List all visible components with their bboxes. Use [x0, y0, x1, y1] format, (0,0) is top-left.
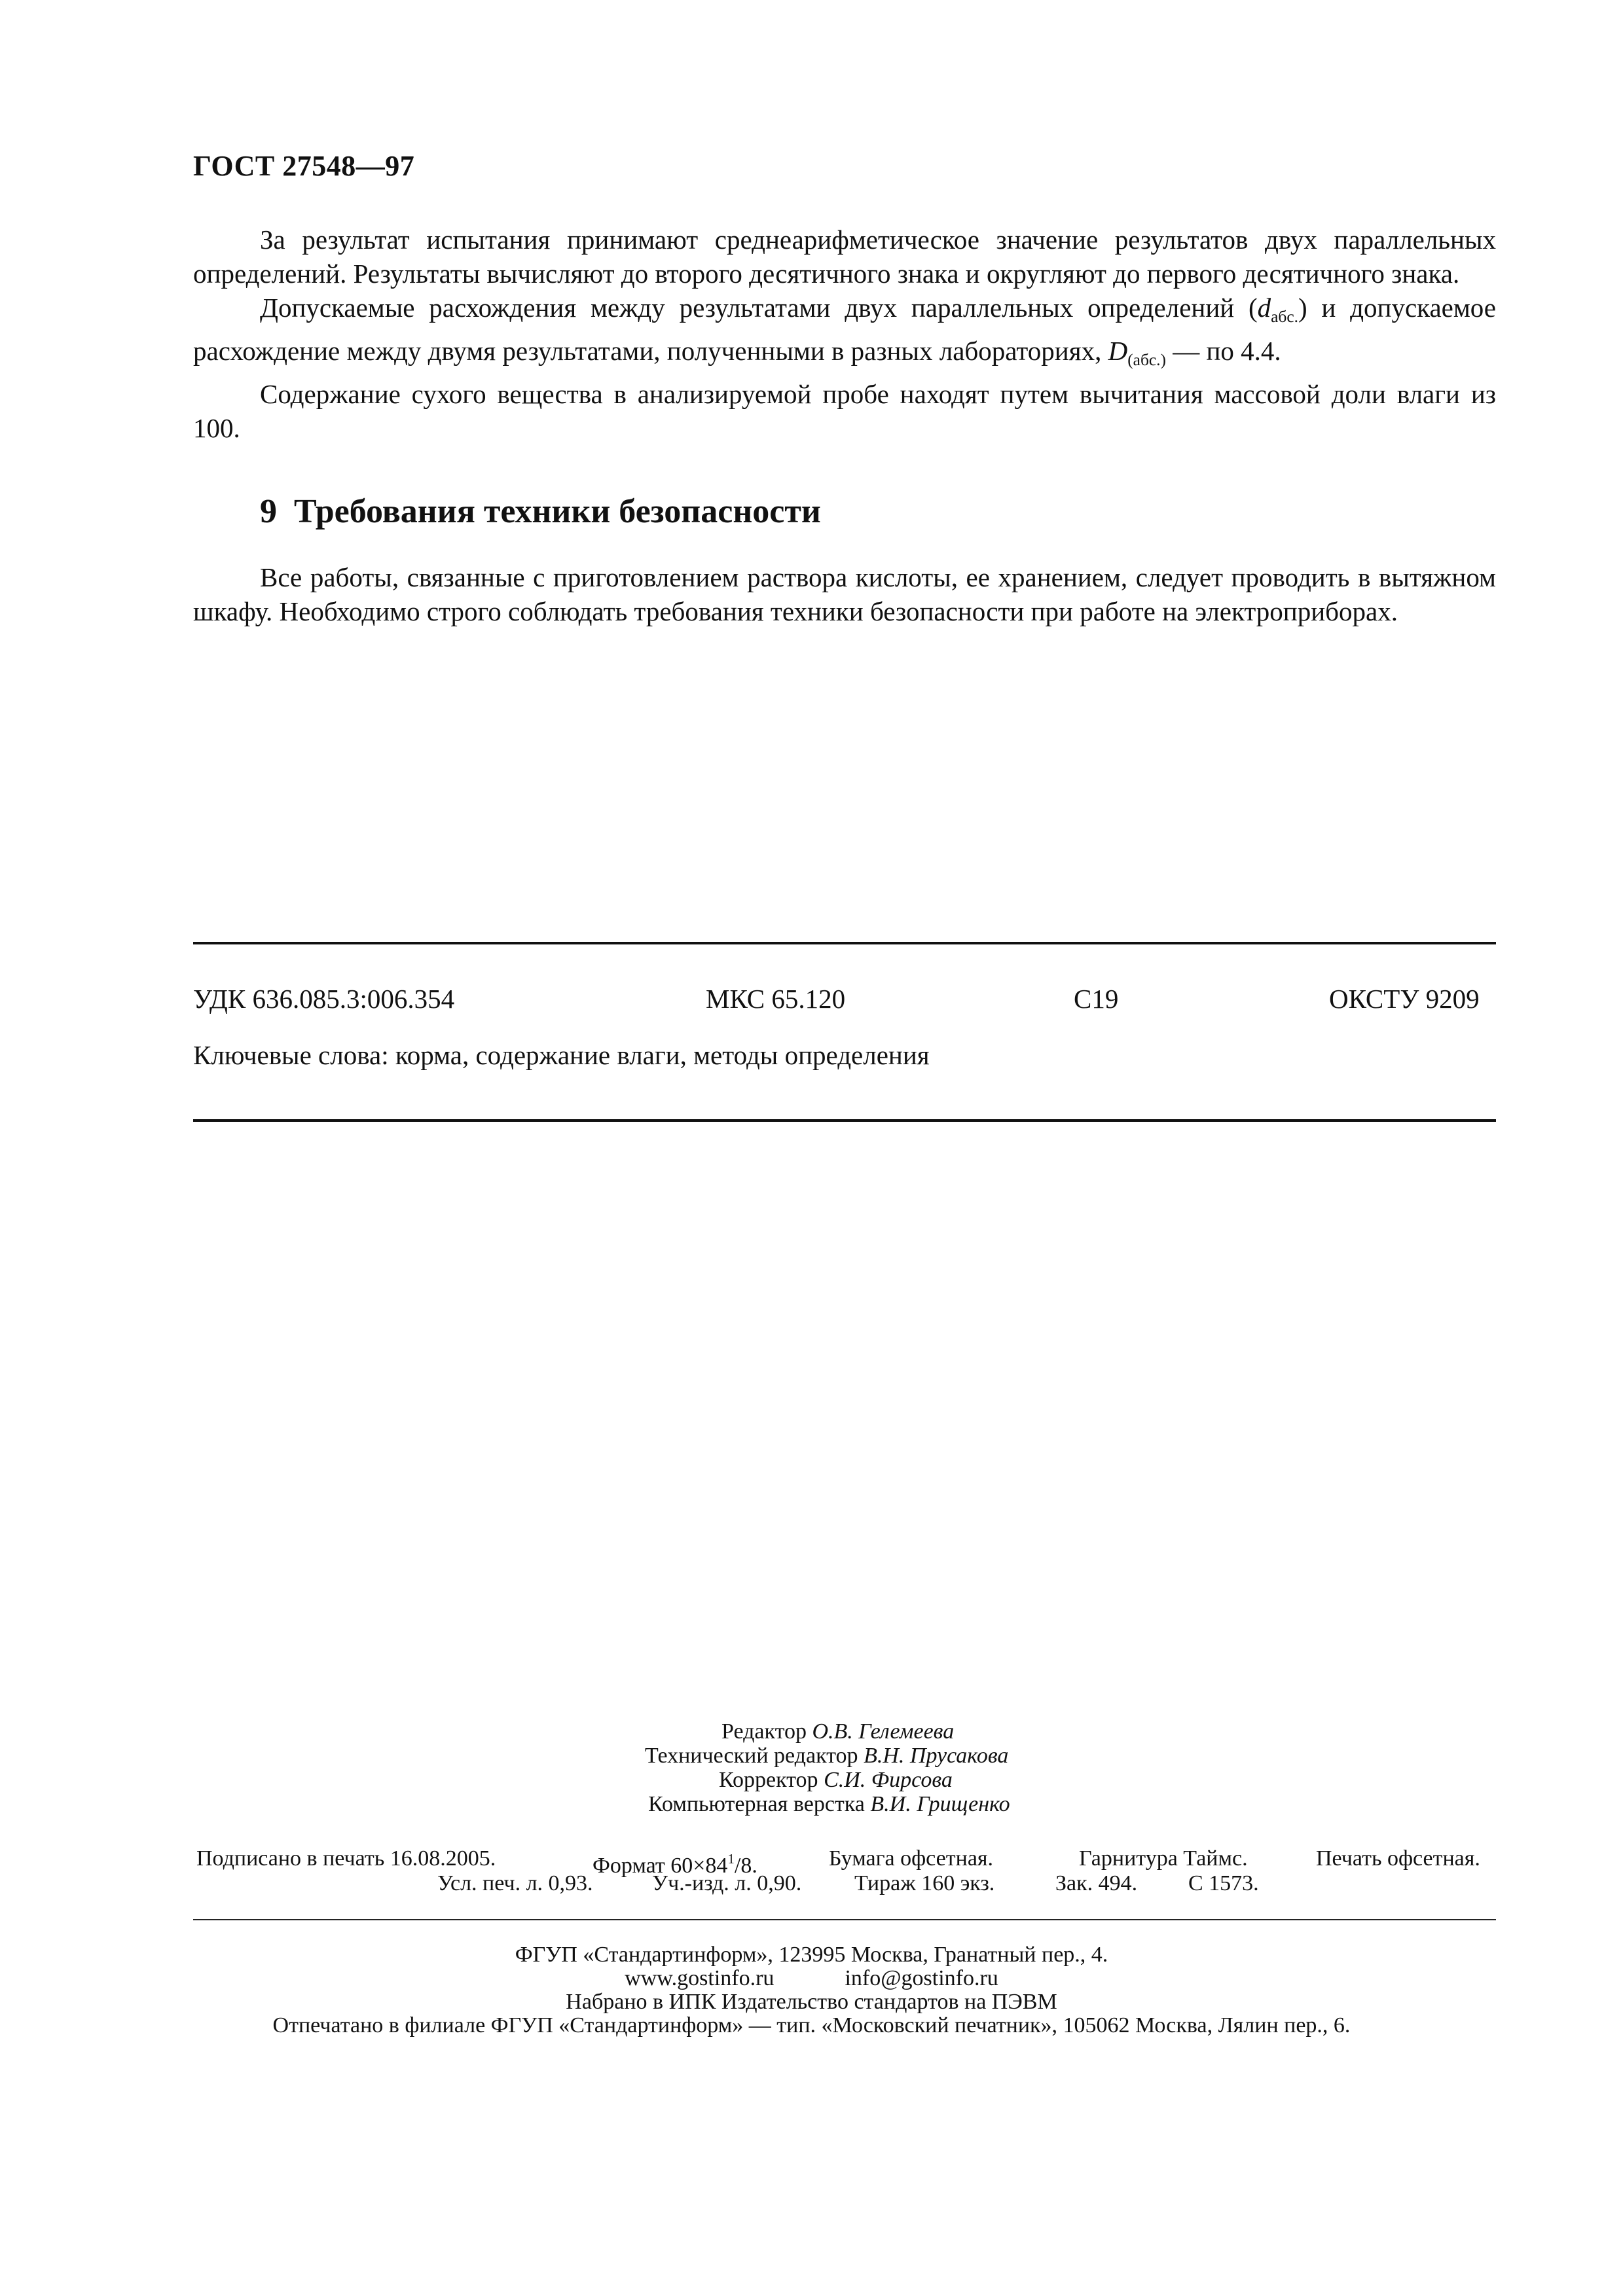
imprint-zak: Зак. 494. [1055, 1871, 1138, 1895]
credit-layout [648, 1793, 1010, 1816]
tolerance-text-1: Допускаемые расхождения между результатами двух параллельных определений ( [260, 293, 1258, 323]
udk-code: УДК 636.085.3:006.354 [193, 984, 455, 1014]
imprint-uch: Уч.-изд. л. 0,90. [652, 1871, 802, 1895]
format-prefix: Формат 60×84 [593, 1854, 728, 1878]
D-symbol: D [1108, 336, 1128, 366]
layout-name: В.И. Грищенко [870, 1792, 1010, 1816]
paragraph-result-definition: За результат испытания принимают среднеарифметическое значение результатов двух параллельных определений. Результаты вычисляют до второго десятичного знака и округляют до первого десятичного знака. [193, 224, 1496, 289]
format-sup: 1 [727, 1851, 735, 1867]
layout-label: Компьютерная верстка [648, 1792, 865, 1816]
imprint-typeface: Гарнитура Таймс. [1079, 1846, 1248, 1871]
imprint-tirazh: Тираж 160 экз. [854, 1871, 995, 1895]
okstu-code: ОКСТУ 9209 [1329, 984, 1480, 1014]
publisher-contacts [0, 1967, 1623, 1990]
imprint-c-number: С 1573. [1188, 1871, 1259, 1895]
paragraph-safety: Все работы, связанные с приготовлением раствора кислоты, ее хранением, следует проводить в вытяжном шкафу. Необходимо строго соблюдать требования техники безопасности при работе на электроприборах. [193, 562, 1496, 626]
corrector-label: Корректор [719, 1768, 818, 1792]
paragraph-dry-matter: Содержание сухого вещества в анализируемой пробе находят путем вычитания массовой доли влаги из 100. [193, 379, 1496, 443]
tech-editor-name: В.Н. Прусакова [864, 1744, 1009, 1768]
editor-name: О.В. Гелемеева [812, 1719, 955, 1744]
publisher-website: www.gostinfo.ru [625, 1966, 775, 1990]
imprint-divider [193, 1919, 1496, 1920]
section-heading-safety: 9 Требования техники безопасности [260, 493, 821, 530]
credit-editor [721, 1720, 954, 1744]
results-section [193, 223, 1496, 445]
publisher-typeset: Набрано в ИПК Издательство стандартов на ПЭВМ [566, 1990, 1057, 2014]
tech-editor-label: Технический редактор [645, 1744, 858, 1768]
corrector-name: С.И. Фирсова [824, 1768, 953, 1792]
publisher-email: info@gostinfo.ru [845, 1966, 998, 1990]
publisher-address: ФГУП «Стандартинформ», 123995 Москва, Гранатный пер., 4. [515, 1943, 1108, 1967]
document-code-header: ГОСТ 27548—97 [193, 150, 415, 182]
credit-tech-editor [645, 1744, 1008, 1768]
d-symbol: d [1257, 293, 1271, 323]
D-subscript: (абс.) [1127, 351, 1166, 369]
divider-top [193, 942, 1496, 944]
credit-corrector [719, 1768, 953, 1792]
editor-label: Редактор [721, 1719, 807, 1744]
mks-code: МКС 65.120 [706, 984, 846, 1014]
classifier-code: С19 [1074, 984, 1119, 1014]
format-suffix: /8. [734, 1854, 757, 1878]
safety-section [193, 560, 1496, 628]
imprint-signed: Подписано в печать 16.08.2005. [196, 1846, 496, 1871]
d-subscript: абс. [1271, 308, 1298, 326]
divider-bottom [193, 1119, 1496, 1122]
imprint-print: Печать офсетная. [1316, 1846, 1480, 1871]
imprint-usl: Усл. печ. л. 0,93. [437, 1871, 593, 1895]
paragraph-tolerances [193, 291, 1496, 377]
tolerance-text-3: — по 4.4. [1165, 336, 1281, 366]
tolerance-text-2: ) и допускаемое расхождение между двумя результатами, полученными в разных лабораториях, [193, 293, 1496, 366]
keywords-line: Ключевые слова: корма, содержание влаги, методы определения [193, 1040, 930, 1070]
imprint-paper: Бумага офсетная. [829, 1846, 994, 1871]
publisher-printed: Отпечатано в филиале ФГУП «Стандартинформ» — тип. «Московский печатник», 105062 Москва, Лялин пер., 6. [272, 2013, 1351, 2037]
